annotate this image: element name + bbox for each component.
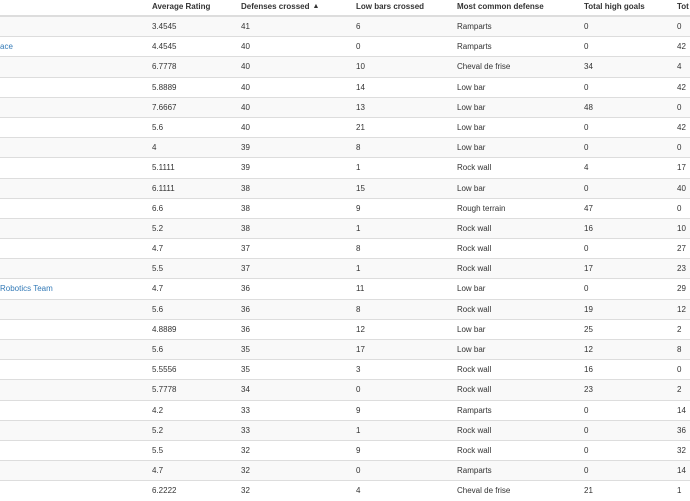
table-row <box>0 157 690 177</box>
total-high-goals-cell: 17 <box>584 264 593 274</box>
most-common-defense-cell: Low bar <box>457 102 486 112</box>
table-row <box>0 238 690 258</box>
total-truncated-cell: 42 <box>677 122 686 132</box>
total-truncated-cell: 40 <box>677 183 686 193</box>
average-rating-cell: 4 <box>152 143 157 153</box>
column-header-defenses-crossed[interactable] <box>241 0 351 13</box>
most-common-defense-cell: Low bar <box>457 122 486 132</box>
low-bars-crossed-cell: 9 <box>356 445 361 455</box>
total-truncated-cell: 27 <box>677 244 686 254</box>
low-bars-crossed-cell: 0 <box>356 385 361 395</box>
low-bars-crossed-cell: 1 <box>356 425 361 435</box>
table-row <box>0 420 690 440</box>
most-common-defense-cell: Rock wall <box>457 425 492 435</box>
total-high-goals-cell: 47 <box>584 203 593 213</box>
total-high-goals-cell: 12 <box>584 345 593 354</box>
defenses-crossed-cell: 41 <box>241 22 250 31</box>
most-common-defense-cell: Rock wall <box>457 365 492 375</box>
most-common-defense-cell: Low bar <box>457 183 486 193</box>
defenses-crossed-cell: 39 <box>241 143 250 153</box>
defenses-crossed-cell: 39 <box>241 163 250 173</box>
average-rating-cell: 6.7778 <box>152 62 177 72</box>
most-common-defense-cell: Ramparts <box>457 42 492 52</box>
total-high-goals-cell: 16 <box>584 223 593 233</box>
table-row <box>0 339 690 359</box>
most-common-defense-cell: Low bar <box>457 345 486 354</box>
average-rating-cell: 5.6 <box>152 345 164 354</box>
low-bars-crossed-cell: 14 <box>356 82 365 92</box>
most-common-defense-cell: Low bar <box>457 143 486 153</box>
low-bars-crossed-cell: 4 <box>356 486 361 496</box>
low-bars-crossed-cell: 15 <box>356 183 365 193</box>
average-rating-cell: 5.1111 <box>152 163 175 173</box>
total-high-goals-cell: 0 <box>584 284 589 294</box>
defenses-crossed-cell: 34 <box>241 385 250 395</box>
table-row <box>0 278 690 298</box>
defenses-crossed-cell: 36 <box>241 304 250 314</box>
total-high-goals-cell: 0 <box>584 466 589 476</box>
most-common-defense-cell: Rock wall <box>457 264 492 274</box>
table-row <box>0 16 690 36</box>
total-high-goals-cell: 0 <box>584 42 589 52</box>
average-rating-cell: 4.4545 <box>152 42 177 52</box>
column-header-defenses-crossed-label: Defenses crossed <box>241 2 310 11</box>
low-bars-crossed-cell: 1 <box>356 163 361 173</box>
defenses-crossed-cell: 40 <box>241 82 250 92</box>
total-truncated-cell: 8 <box>677 345 682 354</box>
most-common-defense-cell: Low bar <box>457 82 486 92</box>
total-high-goals-cell: 0 <box>584 425 589 435</box>
total-truncated-cell: 2 <box>677 385 682 395</box>
average-rating-cell: 5.7778 <box>152 385 177 395</box>
average-rating-cell: 5.5556 <box>152 365 177 375</box>
table-row <box>0 400 690 420</box>
defenses-crossed-cell: 36 <box>241 324 250 334</box>
table-row <box>0 480 690 500</box>
low-bars-crossed-cell: 1 <box>356 223 361 233</box>
total-truncated-cell: 10 <box>677 223 686 233</box>
table-row <box>0 218 690 238</box>
average-rating-cell: 4.2 <box>152 405 164 415</box>
most-common-defense-cell: Ramparts <box>457 22 492 31</box>
total-truncated-cell: 29 <box>677 284 686 294</box>
total-truncated-cell: 0 <box>677 203 682 213</box>
table-row <box>0 460 690 480</box>
total-high-goals-cell: 0 <box>584 22 589 31</box>
total-truncated-cell: 0 <box>677 102 682 112</box>
total-truncated-cell: 23 <box>677 264 686 274</box>
total-high-goals-cell: 25 <box>584 324 593 334</box>
low-bars-crossed-cell: 8 <box>356 143 361 153</box>
low-bars-crossed-cell: 0 <box>356 466 361 476</box>
table-row <box>0 36 690 56</box>
table-row <box>0 56 690 76</box>
sort-ascending-icon[interactable]: ▲ <box>312 3 320 10</box>
total-truncated-cell: 14 <box>677 405 686 415</box>
low-bars-crossed-cell: 1 <box>356 264 361 274</box>
average-rating-cell: 4.7 <box>152 244 164 254</box>
average-rating-cell: 5.8889 <box>152 82 177 92</box>
average-rating-cell: 6.2222 <box>152 486 177 496</box>
defenses-crossed-cell: 40 <box>241 102 250 112</box>
table-row <box>0 319 690 339</box>
defenses-crossed-cell: 40 <box>241 62 250 72</box>
column-header-total-high-goals[interactable]: Total high goals <box>584 2 645 11</box>
total-truncated-cell: 0 <box>677 143 682 153</box>
average-rating-cell: 5.5 <box>152 445 164 455</box>
total-truncated-cell: 14 <box>677 466 686 476</box>
total-high-goals-cell: 16 <box>584 365 593 375</box>
team-name-cell[interactable]: Robotics Team <box>0 284 53 294</box>
table-row <box>0 117 690 137</box>
total-truncated-cell: 2 <box>677 324 682 334</box>
most-common-defense-cell: Cheval de frise <box>457 486 511 496</box>
defenses-crossed-cell: 32 <box>241 445 250 455</box>
most-common-defense-cell: Low bar <box>457 284 486 294</box>
column-header-total-truncated[interactable]: Tot <box>677 2 689 11</box>
total-truncated-cell: 42 <box>677 82 686 92</box>
total-high-goals-cell: 0 <box>584 405 589 415</box>
defenses-crossed-cell: 32 <box>241 486 250 496</box>
total-high-goals-cell: 34 <box>584 62 593 72</box>
low-bars-crossed-cell: 13 <box>356 102 365 112</box>
low-bars-crossed-cell: 11 <box>356 284 365 294</box>
most-common-defense-cell: Rough terrain <box>457 203 506 213</box>
table-row <box>0 379 690 399</box>
total-high-goals-cell: 0 <box>584 122 589 132</box>
average-rating-cell: 7.6667 <box>152 102 177 112</box>
most-common-defense-cell: Rock wall <box>457 445 492 455</box>
low-bars-crossed-cell: 3 <box>356 365 361 375</box>
total-truncated-cell: 12 <box>677 304 686 314</box>
low-bars-crossed-cell: 0 <box>356 42 361 52</box>
total-high-goals-cell: 23 <box>584 385 593 395</box>
total-truncated-cell: 4 <box>677 62 682 72</box>
most-common-defense-cell: Ramparts <box>457 466 492 476</box>
total-high-goals-cell: 48 <box>584 102 593 112</box>
total-high-goals-cell: 0 <box>584 183 589 193</box>
average-rating-cell: 6.1111 <box>152 183 175 193</box>
average-rating-cell: 6.6 <box>152 203 164 213</box>
defenses-crossed-cell: 38 <box>241 183 250 193</box>
most-common-defense-cell: Ramparts <box>457 405 492 415</box>
low-bars-crossed-cell: 17 <box>356 345 365 354</box>
defenses-crossed-cell: 40 <box>241 122 250 132</box>
table-row <box>0 299 690 319</box>
total-truncated-cell: 1 <box>677 486 682 496</box>
average-rating-cell: 5.5 <box>152 264 164 274</box>
total-truncated-cell: 0 <box>677 22 682 31</box>
total-truncated-cell: 36 <box>677 425 686 435</box>
low-bars-crossed-cell: 9 <box>356 203 361 213</box>
average-rating-cell: 4.8889 <box>152 324 177 334</box>
low-bars-crossed-cell: 9 <box>356 405 361 415</box>
table-row <box>0 77 690 97</box>
total-high-goals-cell: 0 <box>584 445 589 455</box>
total-high-goals-cell: 19 <box>584 304 593 314</box>
total-truncated-cell: 17 <box>677 163 686 173</box>
table-row <box>0 258 690 278</box>
most-common-defense-cell: Rock wall <box>457 244 492 254</box>
total-truncated-cell: 42 <box>677 42 686 52</box>
total-high-goals-cell: 0 <box>584 244 589 254</box>
average-rating-cell: 4.7 <box>152 466 164 476</box>
defenses-crossed-cell: 36 <box>241 284 250 294</box>
low-bars-crossed-cell: 8 <box>356 244 361 254</box>
table-row <box>0 137 690 157</box>
low-bars-crossed-cell: 12 <box>356 324 365 334</box>
most-common-defense-cell: Rock wall <box>457 385 492 395</box>
average-rating-cell: 5.6 <box>152 122 164 132</box>
table-row <box>0 97 690 117</box>
defenses-crossed-cell: 33 <box>241 425 250 435</box>
column-header-average-rating[interactable]: Average Rating <box>152 2 211 11</box>
total-high-goals-cell: 0 <box>584 82 589 92</box>
total-truncated-cell: 0 <box>677 365 682 375</box>
table-row <box>0 440 690 460</box>
table-row <box>0 359 690 379</box>
average-rating-cell: 5.2 <box>152 223 164 233</box>
defenses-crossed-cell: 38 <box>241 203 250 213</box>
most-common-defense-cell: Rock wall <box>457 223 492 233</box>
most-common-defense-cell: Rock wall <box>457 163 492 173</box>
table-row <box>0 178 690 198</box>
defenses-crossed-cell: 35 <box>241 365 250 375</box>
defenses-crossed-cell: 32 <box>241 466 250 476</box>
low-bars-crossed-cell: 6 <box>356 22 361 31</box>
average-rating-cell: 4.7 <box>152 284 164 294</box>
total-truncated-cell: 32 <box>677 445 686 455</box>
column-header-low-bars-crossed[interactable]: Low bars crossed <box>356 2 425 11</box>
defenses-crossed-cell: 38 <box>241 223 250 233</box>
defenses-crossed-cell: 37 <box>241 264 250 274</box>
low-bars-crossed-cell: 21 <box>356 122 365 132</box>
most-common-defense-cell: Low bar <box>457 324 486 334</box>
total-high-goals-cell: 4 <box>584 163 589 173</box>
defenses-crossed-cell: 40 <box>241 42 250 52</box>
defenses-crossed-cell: 33 <box>241 405 250 415</box>
defenses-crossed-cell: 37 <box>241 244 250 254</box>
average-rating-cell: 5.6 <box>152 304 164 314</box>
low-bars-crossed-cell: 8 <box>356 304 361 314</box>
total-high-goals-cell: 21 <box>584 486 593 496</box>
defenses-crossed-cell: 35 <box>241 345 250 354</box>
average-rating-cell: 5.2 <box>152 425 164 435</box>
average-rating-cell: 3.4545 <box>152 22 177 31</box>
most-common-defense-cell: Rock wall <box>457 304 492 314</box>
low-bars-crossed-cell: 10 <box>356 62 365 72</box>
total-high-goals-cell: 0 <box>584 143 589 153</box>
table-row <box>0 198 690 218</box>
most-common-defense-cell: Cheval de frise <box>457 62 511 72</box>
column-header-most-common-defense[interactable]: Most common defense <box>457 2 544 11</box>
table-body <box>0 16 690 501</box>
team-name-cell[interactable]: ace <box>0 42 13 52</box>
table-header-row <box>0 0 690 16</box>
